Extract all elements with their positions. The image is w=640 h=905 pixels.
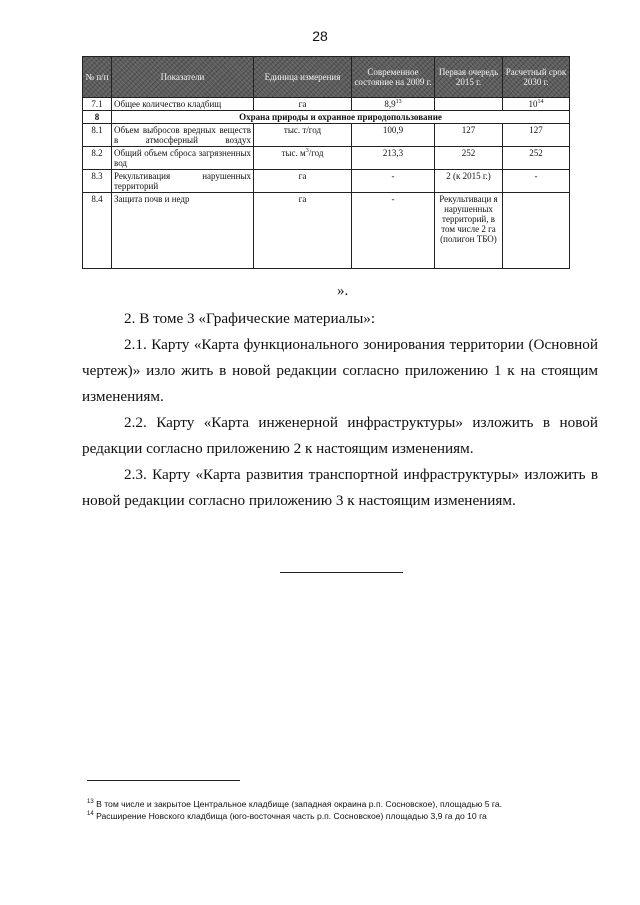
row-num: 8.3 [83, 170, 112, 193]
separator-line [280, 572, 403, 573]
paragraph-2-1: 2.1. Карту «Карта функционального зонирования территории (Основной чертеж)» изло жить в новой редакции согласно приложению 1 к на стоящим изменениям. [82, 336, 598, 405]
row-calc [503, 193, 570, 269]
row-current: - [352, 193, 435, 269]
row-name: Общий объем сброса загрязненных вод [112, 147, 254, 170]
row-name: Объем выбросов вредных веществ в атмосферный воздух [112, 124, 254, 147]
footnote-13: $^{13}$ В том числе и закрытое Центральное кладбище (западная окраина р.п. Сосновское), площадью 5 га. [87, 799, 502, 809]
paragraph-2-3: 2.3. Карту «Карта развития транспортной инфраструктуры» изложить в новой редакции согласно приложению 3 к настоящим изменениям. [82, 466, 598, 509]
closing-quote: ». [337, 283, 349, 299]
row-name: Защита почв и недр [112, 193, 254, 269]
section-title: Охрана природы и охранное природопользование [112, 111, 570, 124]
row-current: $8,9^{13}$ [352, 98, 435, 111]
section-num: 8 [83, 111, 112, 124]
header-first-stage: Первая очередь 2015 г. [435, 57, 503, 98]
row-unit: тыс. т/год [254, 124, 352, 147]
row-unit: га [254, 193, 352, 269]
row-name: Рекультивация нарушенных территорий [112, 170, 254, 193]
table-row [83, 98, 570, 111]
row-current: 100,9 [352, 124, 435, 147]
row-unit: га [254, 170, 352, 193]
header-num: № п/п [83, 57, 112, 98]
row-current: - [352, 170, 435, 193]
header-unit: Единица измерения [254, 57, 352, 98]
section-row [83, 111, 570, 124]
row-unit: тыс. $м^3$/год [254, 147, 352, 170]
row-name: Общее количество кладбищ [112, 98, 254, 111]
table-header-row [83, 57, 570, 98]
header-indicators: Показатели [112, 57, 254, 98]
row-calc: 127 [503, 124, 570, 147]
row-current: 213,3 [352, 147, 435, 170]
page-number: 28 [312, 28, 328, 44]
table-row [83, 124, 570, 147]
row-first: 252 [435, 147, 503, 170]
paragraph-2-2: 2.2. Карту «Карта инженерной инфраструктуры» изложить в новой редакции согласно приложению 2 к настоящим изменениям. [82, 414, 598, 457]
table-row [83, 193, 570, 269]
footnote-separator [87, 780, 240, 781]
row-num: 8.4 [83, 193, 112, 269]
row-calc: - [503, 170, 570, 193]
row-calc: $10^{14}$ [503, 98, 570, 111]
paragraph-2: 2. В томе 3 «Графические материалы»: [124, 310, 376, 327]
row-unit: га [254, 98, 352, 111]
header-current: Современное состояние на 2009 г. [352, 57, 435, 98]
row-first: 2 (к 2015 г.) [435, 170, 503, 193]
row-first [435, 98, 503, 111]
table-row [83, 147, 570, 170]
row-first: Рекультиваци я нарушенных территорий, в том числе 2 га (полигон ТБО) [435, 193, 503, 269]
footnote-ref: 14 [537, 99, 544, 105]
indicators-table [82, 56, 570, 269]
row-calc: 252 [503, 147, 570, 170]
footnote-14: $^{14}$ Расширение Новского кладбища (юго-восточная часть р.п. Сосновское) площадью 3,9 га до 10 га [87, 811, 487, 821]
row-num: 8.2 [83, 147, 112, 170]
row-num: 7.1 [83, 98, 112, 111]
row-first: 127 [435, 124, 503, 147]
table-row [83, 170, 570, 193]
header-calc-term: Расчетный срок 2030 г. [503, 57, 570, 98]
row-num: 8.1 [83, 124, 112, 147]
footnote-ref: 13 [395, 99, 402, 105]
